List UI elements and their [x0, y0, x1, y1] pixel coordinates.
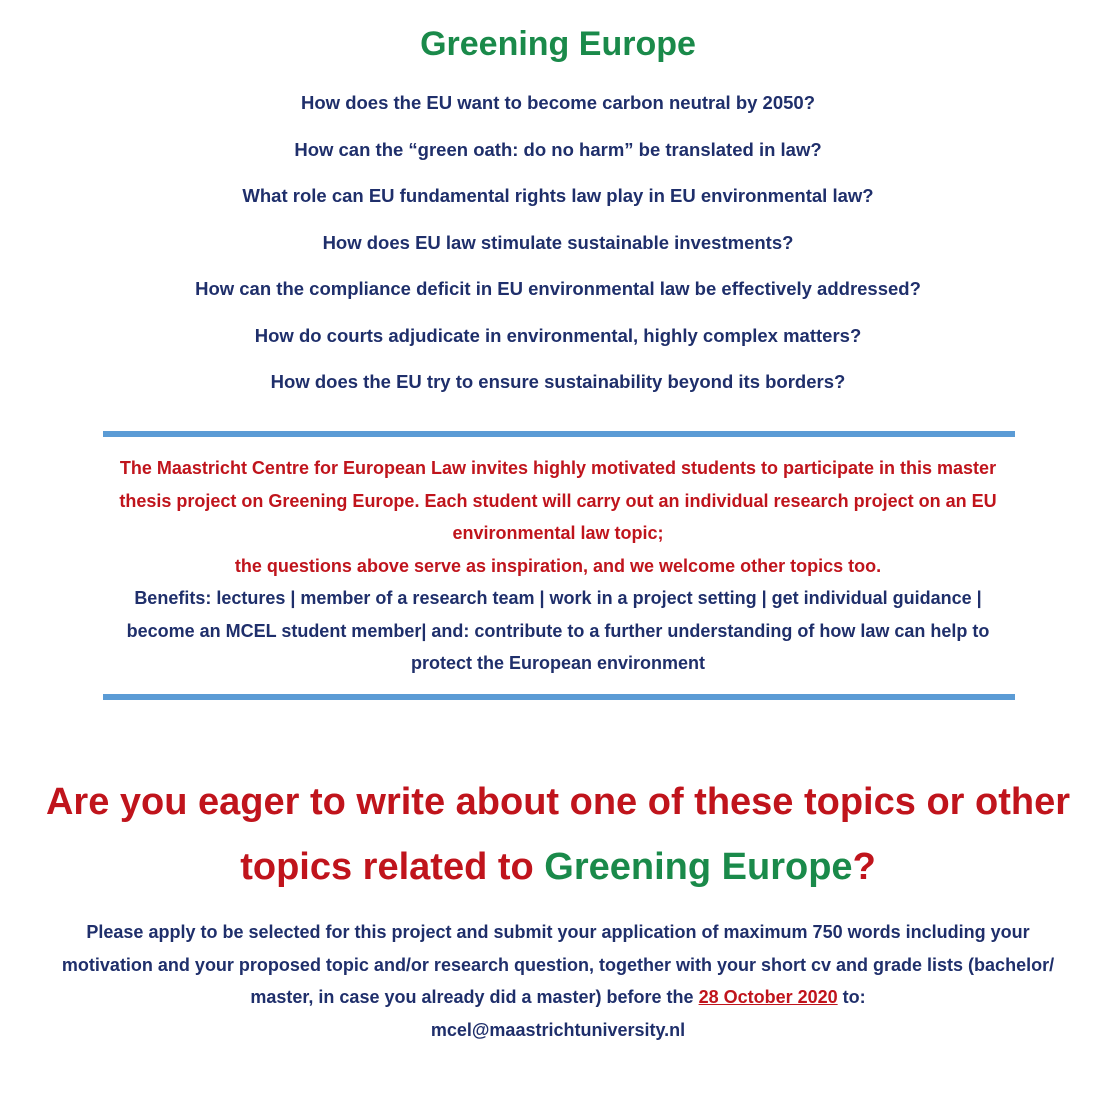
application-instructions — [40, 916, 1076, 1046]
question-list — [0, 88, 1116, 414]
divider-bottom — [103, 694, 1015, 700]
question-item: How does the EU try to ensure sustainability beyond its borders? — [270, 371, 846, 392]
deadline-date: 28 October 2020 — [698, 987, 838, 1007]
question-item: How can the “green oath: do no harm” be translated in law? — [294, 138, 822, 160]
question-item: How do courts adjudicate in environmental, highly complex matters? — [254, 324, 862, 346]
question-item: How does EU law stimulate sustainable investments? — [322, 231, 794, 253]
call-to-action-headline — [0, 770, 1116, 900]
invitation-block — [100, 452, 1016, 680]
question-item: How can the compliance deficit in EU environmental law be effectively addressed? — [195, 278, 921, 299]
benefits-text: Benefits: lectures | member of a research team | work in a project setting | get individual guidance | become an MCEL student member| and: contribute to a further understanding of how law can help to protect the European environment — [126, 588, 990, 673]
question-item: How does the EU want to become carbon neutral by 2050? — [301, 92, 815, 113]
contact-email[interactable]: mcel@maastrichtuniversity.nl — [430, 1019, 686, 1040]
application-text: Please apply to be selected for this project and submit your application of maximum 750 words including your motivation and your proposed topic and/or research question, together with your short cv and grade lists (bachelor/ master, in case you already did a master) before the — [61, 922, 1055, 1007]
headline-question-mark: ? — [852, 846, 876, 888]
invitation-intro: The Maastricht Centre for European Law invites highly motivated students to participate in this master thesis project on Greening Europe. Each student will carry out an individual research project on an EU environmental law topic; — [119, 458, 997, 543]
divider-top — [103, 431, 1015, 437]
page-title: Greening Europe — [420, 25, 696, 63]
headline-text: Are you eager to write about one of these topics or other topics related to — [45, 781, 1071, 888]
application-text-end: to: — [837, 987, 866, 1007]
invitation-inspiration: the questions above serve as inspiration, and we welcome other topics too. — [234, 555, 882, 576]
question-item: What role can EU fundamental rights law play in EU environmental law? — [242, 185, 874, 206]
headline-highlight: Greening Europe — [544, 846, 853, 888]
